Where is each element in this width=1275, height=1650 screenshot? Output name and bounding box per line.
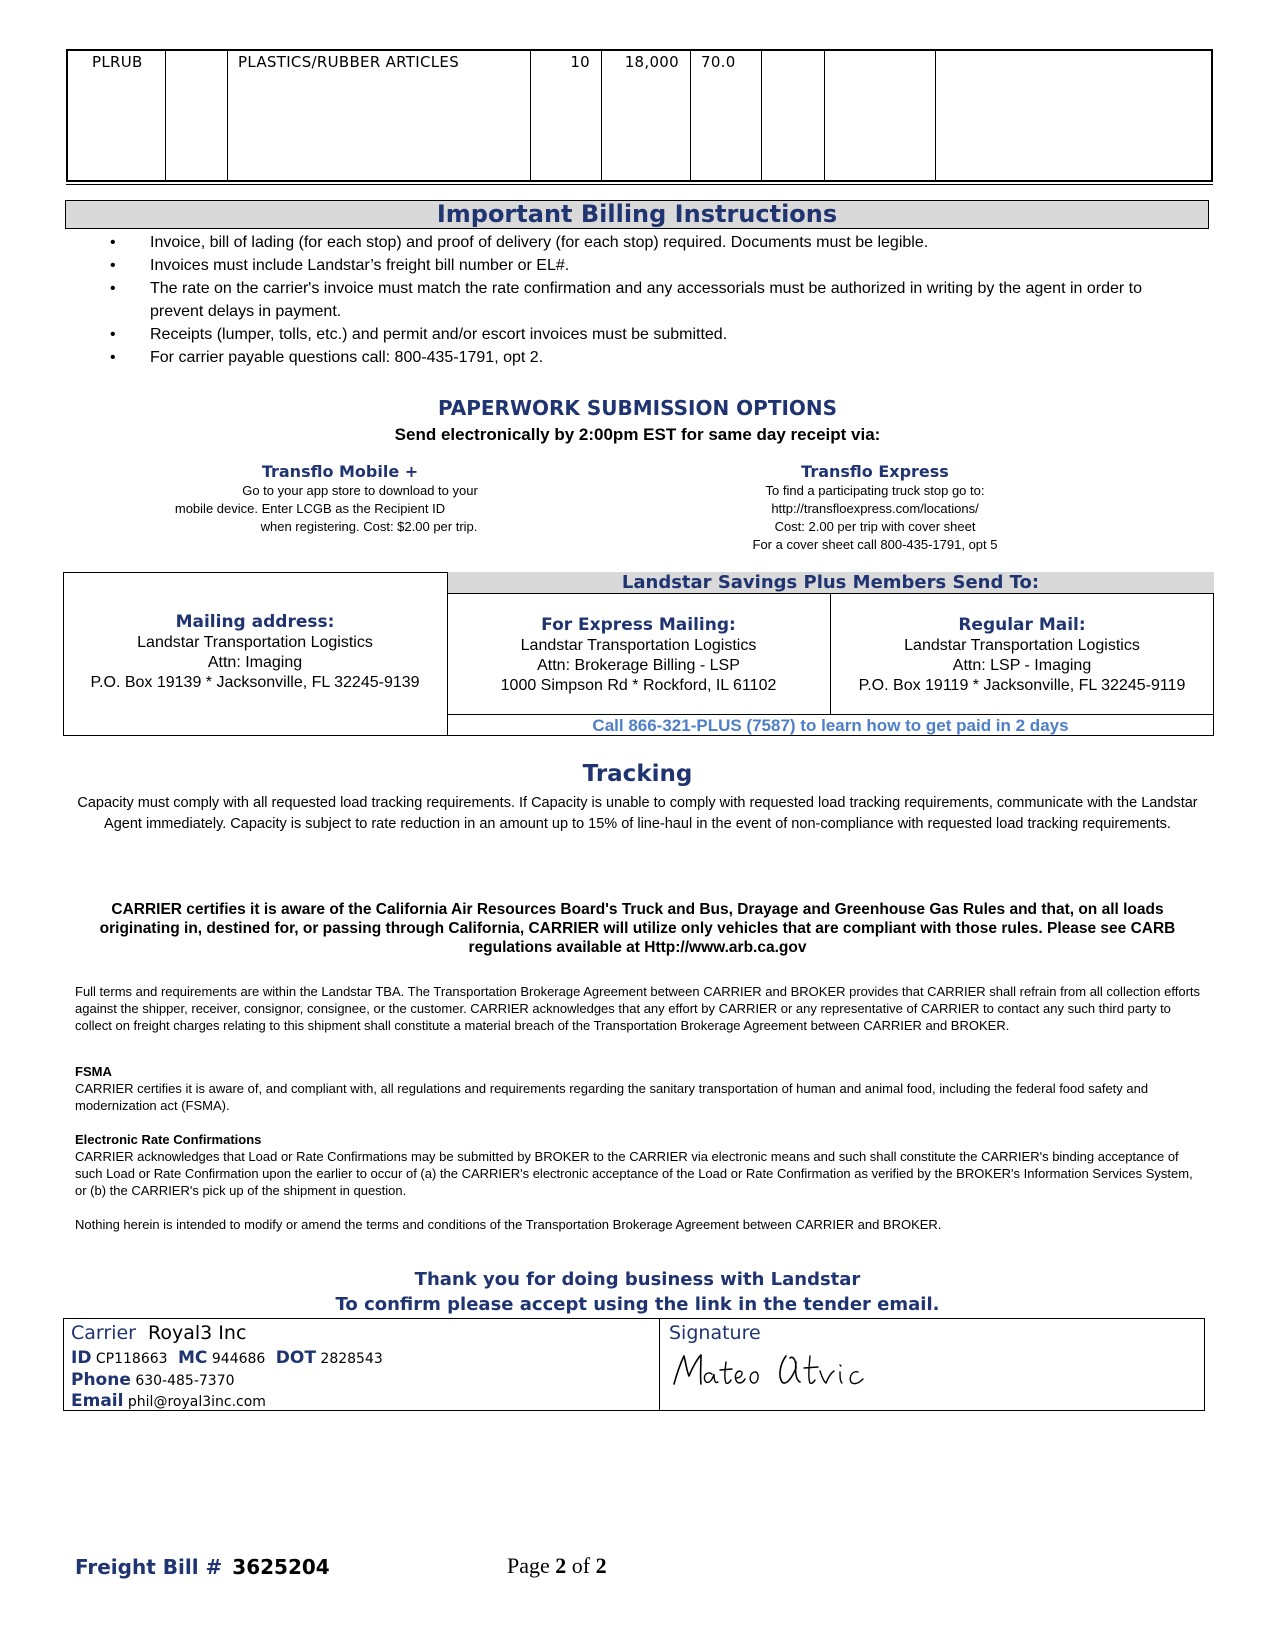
table-bottom-rule [66, 180, 1213, 182]
freight-bill-footer [75, 1555, 330, 1579]
paperwork-subtitle: Send electronically by 2:00pm EST for same day receipt via: [394, 425, 881, 444]
mc-label: MC [178, 1348, 208, 1368]
regular-mail-line: Landstar Transportation Logistics [904, 637, 1140, 654]
fsma-text: CARRIER certifies it is aware of, and compliant with, all regulations and requirements regarding the sanitary transportation of human and animal food, including the federal food safety and modernization act (FSMA). [75, 1081, 1149, 1113]
transflo-mobile-block [170, 462, 580, 536]
confirm-line: To confirm please accept using the link in the tender email. [335, 1294, 940, 1315]
signature-image [668, 1340, 898, 1396]
table-divider [935, 51, 936, 182]
express-mailing-line: 1000 Simpson Rd * Rockford, IL 61102 [500, 677, 777, 694]
email-label: Email [71, 1391, 124, 1411]
commodity-description: PLASTICS/RUBBER ARTICLES [238, 53, 460, 71]
regular-mail-title: Regular Mail: [958, 615, 1086, 635]
commodity-pieces: 10 [570, 53, 590, 71]
carrier-id: CP118663 [95, 1351, 168, 1367]
transflo-mobile-title: Transflo Mobile + [261, 462, 419, 481]
erc-title: Electronic Rate Confirmations [75, 1132, 262, 1147]
page-number [507, 1553, 607, 1579]
phone-label: Phone [71, 1370, 131, 1390]
table-divider [447, 714, 1214, 715]
express-mailing-title: For Express Mailing: [541, 615, 736, 635]
billing-title: Important Billing Instructions [436, 200, 838, 228]
nothing-herein-text: Nothing herein is intended to modify or amend the terms and conditions of the Transportation Brokerage Agreement between CARRIER and BROKER. [75, 1217, 942, 1232]
mailing-address-line: Landstar Transportation Logistics [137, 634, 373, 651]
transflo-express-line: Cost: 2.00 per trip with cover sheet [774, 519, 976, 534]
table-bottom-rule [66, 184, 1213, 185]
mailing-address-title: Mailing address: [175, 612, 335, 632]
carrier-label: Carrier [71, 1322, 136, 1344]
full-terms-text: Full terms and requirements are within the Landstar TBA. The Transportation Brokerage Agreement between CARRIER and BROKER provides that CARRIER shall refrain from all collection efforts against the shipper, receiver, consignor, consignee, or the customer. CARRIER acknowledges that any effort by CARRIER or any representative of CARRIER to contact any such third party to collect on freight charges relating to this shipment shall constitute a material breach of the Transportation Brokerage Agreement between CARRIER and BROKER. [75, 984, 1201, 1033]
of-word: of [571, 1553, 591, 1578]
transflo-express-title: Transflo Express [801, 462, 949, 481]
carrier-email: phil@royal3inc.com [127, 1394, 266, 1410]
page-word: Page [507, 1553, 550, 1578]
carrier-ids-row [71, 1348, 383, 1368]
table-divider [761, 51, 762, 182]
commodity-class: 70.0 [701, 53, 736, 71]
transflo-mobile-line: mobile device. Enter LCGB as the Recipient ID [174, 501, 446, 516]
mailing-address-line: P.O. Box 19139 * Jacksonville, FL 32245-9139 [90, 674, 420, 691]
express-mailing-line: Attn: Brokerage Billing - LSP [537, 657, 740, 674]
freight-bill-number: 3625204 [232, 1555, 330, 1579]
transflo-express-line: To find a participating truck stop go to: [765, 483, 985, 498]
savings-call-text: Call 866-321-PLUS (7587) to learn how to get paid in 2 days [592, 716, 1069, 735]
tracking-title: Tracking [582, 761, 693, 787]
table-divider [824, 51, 825, 182]
table-divider [690, 51, 691, 182]
fsma-title: FSMA [75, 1064, 112, 1079]
id-label: ID [71, 1348, 92, 1368]
transflo-express-line: For a cover sheet call 800-435-1791, opt 5 [752, 537, 998, 552]
regular-mail-line: Attn: LSP - Imaging [952, 657, 1092, 674]
billing-instructions-list [110, 231, 1190, 369]
carrier-dot: 2828543 [320, 1351, 383, 1367]
list-item: • Invoice, bill of lading (for each stop) and proof of delivery (for each stop) required. Documents must be legible. [110, 231, 1190, 254]
express-mailing-line: Landstar Transportation Logistics [520, 637, 757, 654]
commodity-weight: 18,000 [624, 53, 679, 71]
table-divider [165, 51, 166, 182]
carrier-phone-row [71, 1370, 235, 1390]
savings-title: Landstar Savings Plus Members Send To: [621, 572, 1040, 593]
transflo-express-link[interactable]: http://transfloexpress.com/locations/ [771, 501, 979, 516]
page-total: 2 [595, 1553, 607, 1578]
thanks-line: Thank you for doing business with Landstar [414, 1269, 861, 1290]
regular-mail-block [830, 614, 1214, 696]
transflo-express-block [675, 462, 1075, 554]
regular-mail-line: P.O. Box 19119 * Jacksonville, FL 32245-9119 [858, 677, 1186, 694]
mailing-address-block [63, 611, 447, 693]
erc-text: CARRIER acknowledges that Load or Rate Confirmations may be submitted by BROKER to the CARRIER via electronic means and such shall constitute the CARRIER's binding acceptance of such Load or Rate Confirmation upon the earlier to occur of (a) the CARRIER's electronic acceptance of the Load or Rate Confirmation as verified by the BROKER's Information Services System, or (b) the CARRIER's pick up of the shipment in question. [75, 1149, 1193, 1198]
list-item: • Receipts (lumper, tolls, etc.) and permit and/or escort invoices must be submitted. [110, 323, 1190, 346]
list-item: • For carrier payable questions call: 800-435-1791, opt 2. [110, 346, 1190, 369]
list-item: • The rate on the carrier's invoice must match the rate confirmation and any accessorials must be authorized in writing by the agent in order to prevent delays in payment. [110, 277, 1190, 323]
transflo-mobile-line: Go to your app store to download to your [242, 483, 478, 498]
list-item: • Invoices must include Landstar’s freight bill number or EL#. [110, 254, 1190, 277]
table-divider [227, 51, 228, 182]
page-current: 2 [555, 1553, 567, 1578]
freight-bill-label: Freight Bill # [75, 1555, 223, 1579]
carrier-name-row [71, 1322, 246, 1344]
table-divider [659, 1318, 660, 1411]
commodity-code: PLRUB [92, 53, 143, 71]
dot-label: DOT [275, 1348, 316, 1368]
carb-certification: CARRIER certifies it is aware of the California Air Resources Board's Truck and Bus, Drayage and Greenhouse Gas Rules and that, on all loads originating in, destined for, or passing through California, CARRIER will utilize only vehicles that are compliant with those rules. Please see CARB regulations available at Http://www.arb.ca.gov [99, 901, 1176, 956]
carrier-email-row [71, 1391, 266, 1411]
paperwork-title: PAPERWORK SUBMISSION OPTIONS [437, 396, 838, 420]
mailing-address-line: Attn: Imaging [207, 654, 303, 671]
transflo-mobile-line: when registering. Cost: $2.00 per trip. [260, 519, 478, 534]
carrier-name: Royal3 Inc [148, 1322, 247, 1344]
carrier-phone: 630-485-7370 [135, 1373, 235, 1389]
tracking-text: Capacity must comply with all requested load tracking requirements. If Capacity is unable to comply with requested load tracking requirements, communicate with the Landstar Agent immediately. Capacity is subject to rate reduction in an amount up to 15% of line-haul in the event of non-compliance with requested load tracking requirements. [77, 795, 1198, 832]
signature-label: Signature [669, 1322, 761, 1344]
commodity-table [66, 49, 1213, 182]
carrier-mc: 944686 [211, 1351, 266, 1367]
express-mailing-block [447, 614, 830, 696]
